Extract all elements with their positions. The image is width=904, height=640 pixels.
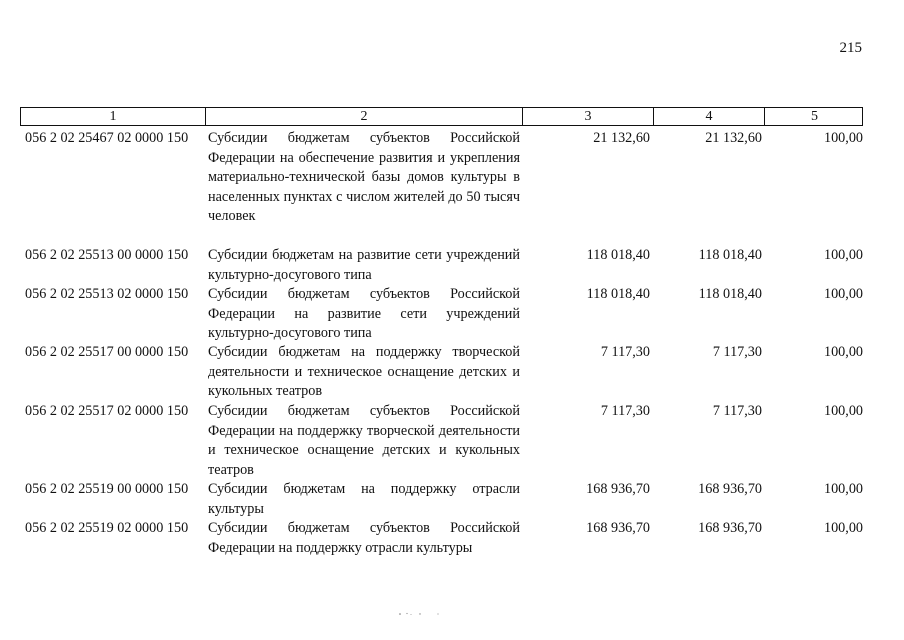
value-col-3: 118 018,40	[586, 286, 650, 302]
value-col-4: 7 117,30	[712, 403, 762, 419]
value-col-3: 168 936,70	[586, 481, 650, 497]
budget-code: 056 2 02 25519 00 0000 150	[25, 481, 189, 497]
value-col-3: 168 936,70	[586, 520, 650, 536]
value-col-4: 118 018,40	[698, 286, 762, 302]
value-col-5: 100,00	[823, 520, 863, 536]
value-col-5: 100,00	[823, 344, 863, 360]
scan-noise	[398, 612, 446, 616]
value-col-5: 100,00	[823, 286, 863, 302]
header-col-3: 3	[523, 108, 654, 125]
row-description: Субсидии бюджетам на развитие сети учреждений культурно-досугового типа	[208, 247, 520, 283]
value-col-5: 100,00	[823, 130, 863, 146]
page-number: 215	[839, 40, 862, 56]
value-col-3: 118 018,40	[586, 247, 650, 263]
row-description: Субсидии бюджетам субъектов Российской Федерации на поддержку творческой деятельности и техническое оснащение детских и кукольных театров	[208, 403, 520, 478]
value-col-5: 100,00	[823, 247, 863, 263]
header-col-4: 4	[654, 108, 765, 125]
budget-code: 056 2 02 25513 02 0000 150	[25, 286, 189, 302]
value-col-4: 118 018,40	[698, 247, 762, 263]
value-col-5: 100,00	[823, 403, 863, 419]
header-col-5: 5	[811, 108, 818, 124]
value-col-3: 21 132,60	[593, 130, 650, 146]
budget-code: 056 2 02 25513 00 0000 150	[25, 247, 189, 263]
value-col-4: 168 936,70	[698, 481, 762, 497]
value-col-3: 7 117,30	[600, 344, 650, 360]
budget-code: 056 2 02 25517 00 0000 150	[25, 344, 189, 360]
row-description: Субсидии бюджетам на поддержку творческой деятельности и техническое оснащение детских и кукольных театров	[208, 344, 520, 399]
header-col-2: 2	[206, 108, 523, 125]
budget-code: 056 2 02 25517 02 0000 150	[25, 403, 189, 419]
value-col-4: 7 117,30	[712, 344, 762, 360]
value-col-4: 168 936,70	[698, 520, 762, 536]
row-description: Субсидии бюджетам на поддержку отрасли культуры	[208, 481, 520, 517]
row-description: Субсидии бюджетам субъектов Российской Федерации на развитие сети учреждений культурно-досугового типа	[208, 286, 520, 341]
table-header	[20, 107, 863, 126]
value-col-3: 7 117,30	[600, 403, 650, 419]
value-col-4: 21 132,60	[705, 130, 762, 146]
row-description: Субсидии бюджетам субъектов Российской Федерации на обеспечение развития и укрепления материально-технической базы домов культуры в населенных пунктах с числом жителей до 50 тысяч человек	[208, 130, 520, 224]
header-col-1: 1	[21, 108, 206, 125]
budget-code: 056 2 02 25519 02 0000 150	[25, 520, 189, 536]
value-col-5: 100,00	[823, 481, 863, 497]
budget-code: 056 2 02 25467 02 0000 150	[25, 130, 189, 146]
row-description: Субсидии бюджетам субъектов Российской Федерации на поддержку отрасли культуры	[208, 520, 520, 556]
